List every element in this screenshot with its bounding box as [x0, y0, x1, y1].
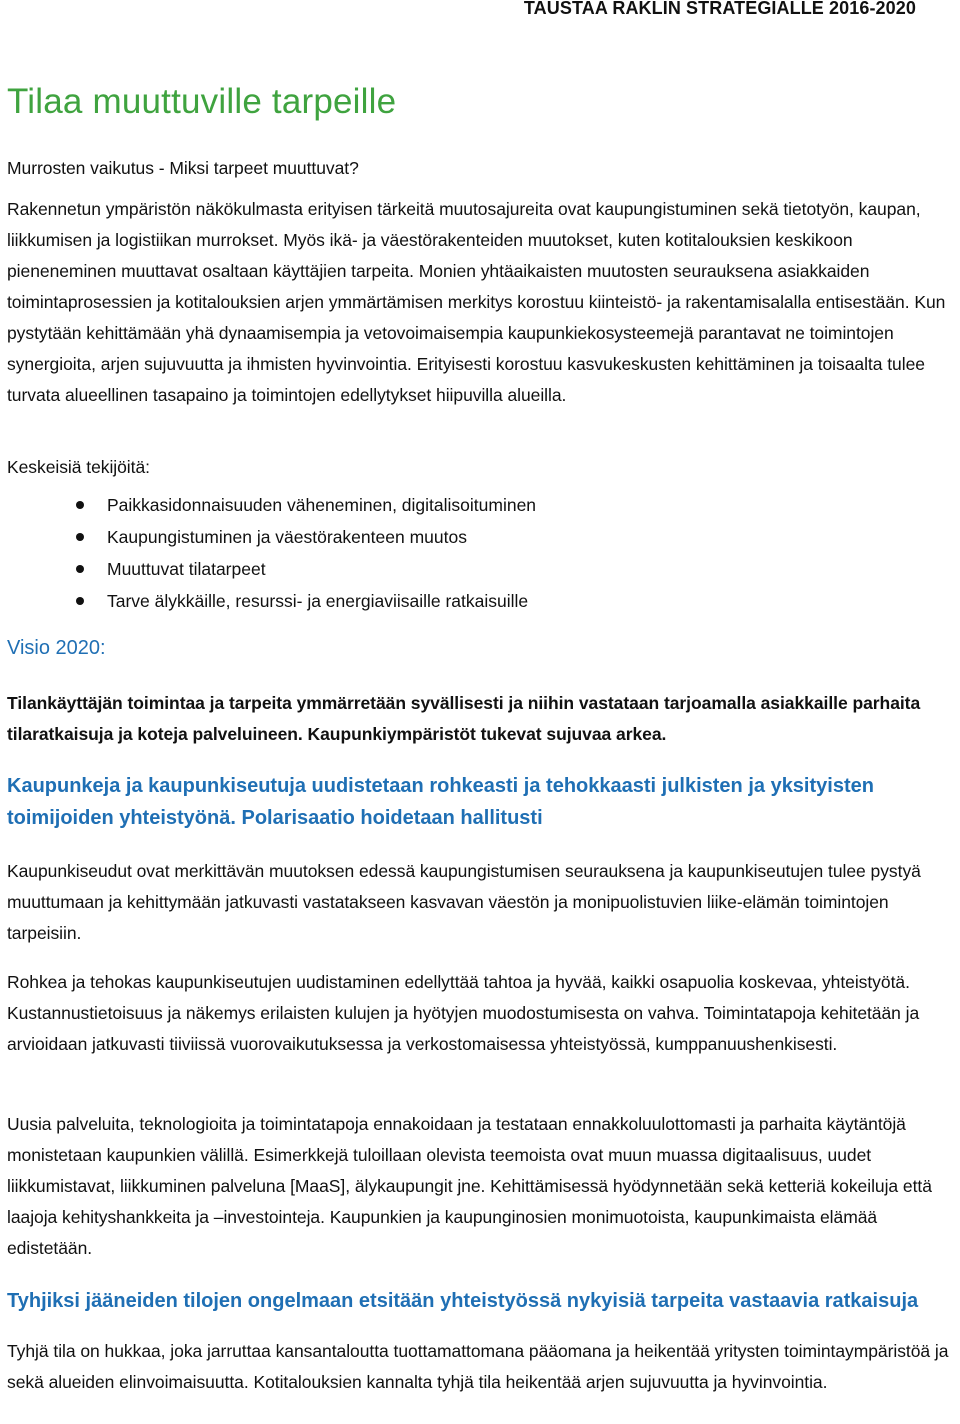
list-item-text: Muuttuvat tilatarpeet	[107, 559, 266, 579]
empty-space-paragraph: Tyhjä tila on hukkaa, joka jarruttaa kansantaloutta tuottamattomana pääomana ja heikentää yritysten toimintaympäristöä ja sekä alueiden elinvoimaisuutta. Kotitalouksien kannalta tyhjä tila heikentää arjen sujuvuutta ja hyvinvointia.	[7, 1341, 949, 1392]
empty-space-heading: Tyhjiksi jääneiden tilojen ongelmaan etsitään yhteistyössä nykyisiä tarpeita vastaavia ratkaisuja	[7, 1290, 919, 1312]
running-header: TAUSTAA RAKLIN STRATEGIALLE 2016-2020	[523, 0, 916, 18]
key-factors-list	[76, 489, 536, 617]
bullet-icon	[76, 597, 84, 605]
vision-heading: Visio 2020:	[7, 637, 106, 659]
urban-paragraph-3: Uusia palveluita, teknologioita ja toimintatapoja ennakoidaan ja testataan ennakkoluulottomasti ja parhaita käytäntöjä monistetaan kaupunkien välillä. Esimerkkejä tuloillaan olevista teemoista ovat muun muassa digitaalisuus, uudet liikkumistavat, liikkuminen palveluna [MaaS], älykaupungit jne. Kehittämisessä hyödynnetään sekä ketteriä kokeiluja että laajoja kehityshankkeita ja –investointeja. Kaupunkien ja kaupunginosien monimuotoista, kaupunkimaista elämää edistetään.	[7, 1114, 932, 1258]
list-item	[76, 553, 536, 585]
list-item	[76, 521, 536, 553]
key-factors-heading: Keskeisiä tekijöitä:	[7, 457, 150, 477]
section-subtitle: Murrosten vaikutus - Miksi tarpeet muuttuvat?	[7, 158, 359, 178]
bullet-icon	[76, 501, 84, 509]
list-item	[76, 489, 536, 521]
bullet-icon	[76, 565, 84, 573]
urban-paragraph-1: Kaupunkiseudut ovat merkittävän muutoksen edessä kaupungistumisen seurauksena ja kaupunkiseutujen tulee pystyä muuttumaan ja kehittymään jatkuvasti vastatakseen kasvavan väestön ja monipuolistuvien liike-elämän toimintojen tarpeisiin.	[7, 861, 921, 943]
bullet-icon	[76, 533, 84, 541]
list-item-text: Kaupungistuminen ja väestörakenteen muutos	[107, 527, 467, 547]
vision-text: Tilankäyttäjän toimintaa ja tarpeita ymmärretään syvällisesti ja niihin vastataan tarjoamalla asiakkaille parhaita tilaratkaisuja ja koteja palveluineen. Kaupunkiympäristöt tukevat sujuvaa arkea.	[7, 693, 921, 744]
page-title: Tilaa muuttuville tarpeille	[7, 82, 397, 121]
urban-paragraph-2: Rohkea ja tehokas kaupunkiseutujen uudistaminen edellyttää tahtoa ja hyvää, kaikki osapuolia koskevaa, yhteistyötä. Kustannustietoisuus ja näkemys erilaisten kulujen ja hyötyjen muodostumisesta on vahva. Toimintatapoja kehitetään ja arvioidaan jatkuvasti tiiviissä vuorovaikutuksessa ja verkostomaisessa yhteistyössä, kumppanuushenkisesti.	[7, 972, 920, 1054]
list-item-text: Tarve älykkäille, resurssi- ja energiaviisaille ratkaisuille	[107, 591, 529, 611]
intro-paragraph: Rakennetun ympäristön näkökulmasta erityisen tärkeitä muutosajureita ovat kaupungistuminen sekä tietotyön, kaupan, liikkumisen ja logistiikan murrokset. Myös ikä- ja väestörakenteiden muutokset, kuten kotitalouksien keskikoon pieneneminen muuttavat osaltaan käyttäjien tarpeita. Monien yhtäaikaisten muutosten seurauksena asiakkaiden toimintaprosessien ja kotitalouksien arjen ymmärtämisen merkitys korostuu kiinteistö- ja rakentamisalalla entisestään. Kun pystytään kehittämään yhä dynaamisempia ja vetovoimaisempia kaupunkiekosysteemejä parantavat ne toimintojen synergioita, arjen sujuvuutta ja ihmisten hyvinvointia. Erityisesti korostuu kasvukeskusten kehittäminen ja toisaalta tulee turvata alueellinen tasapaino ja toimintojen edellytykset hiipuvilla alueilla.	[7, 199, 946, 405]
urban-renewal-heading: Kaupunkeja ja kaupunkiseutuja uudistetaan rohkeasti ja tehokkaasti julkisten ja yksityisten toimijoiden yhteistyönä. Polarisaatio hoidetaan hallitusti	[7, 775, 874, 829]
list-item	[76, 585, 536, 617]
list-item-text: Paikkasidonnaisuuden väheneminen, digitalisoituminen	[107, 495, 537, 515]
